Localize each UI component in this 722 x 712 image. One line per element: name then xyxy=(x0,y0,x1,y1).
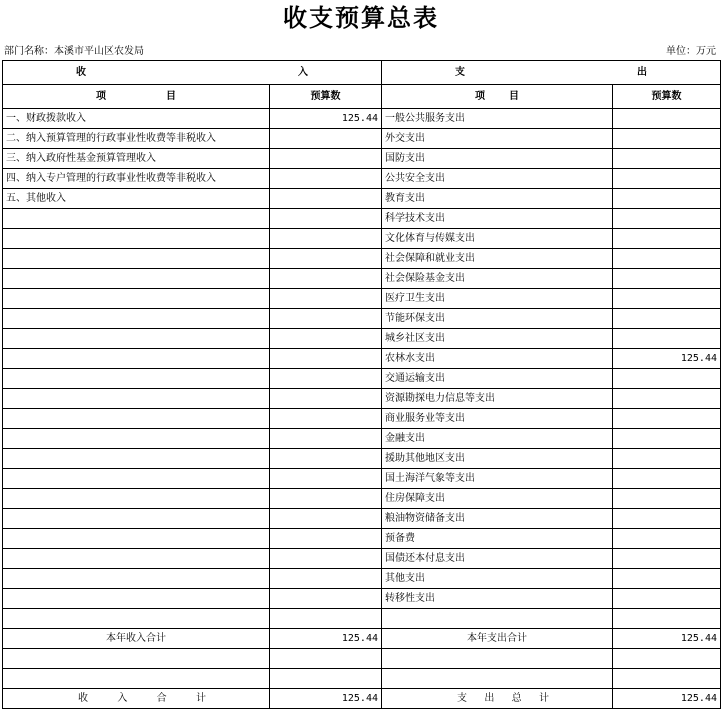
income-item xyxy=(3,569,270,589)
table-row xyxy=(3,349,721,369)
income-value xyxy=(270,549,382,569)
income-item xyxy=(3,209,270,229)
income-value xyxy=(270,129,382,149)
income-value xyxy=(270,209,382,229)
expense-value xyxy=(613,209,721,229)
income-value xyxy=(270,469,382,489)
blank-cell xyxy=(613,609,721,629)
blank-cell xyxy=(3,649,270,669)
table-row xyxy=(3,529,721,549)
expense-item: 外交支出 xyxy=(382,129,613,149)
expense-value xyxy=(613,149,721,169)
income-value xyxy=(270,489,382,509)
income-item xyxy=(3,529,270,549)
income-item xyxy=(3,509,270,529)
income-item xyxy=(3,249,270,269)
income-item xyxy=(3,409,270,429)
table-row xyxy=(3,509,721,529)
expense-item: 国防支出 xyxy=(382,149,613,169)
expense-item: 其他支出 xyxy=(382,569,613,589)
income-value xyxy=(270,249,382,269)
total-char: 计 xyxy=(538,693,549,704)
expense-value xyxy=(613,229,721,249)
expense-item: 转移性支出 xyxy=(382,589,613,609)
expense-item: 文化体育与传媒支出 xyxy=(382,229,613,249)
blank-cell xyxy=(613,669,721,689)
expense-value xyxy=(613,449,721,469)
blank-cell xyxy=(3,609,270,629)
blank-row xyxy=(3,649,721,669)
table-row xyxy=(3,229,721,249)
income-item xyxy=(3,449,270,469)
expense-item: 预备费 xyxy=(382,529,613,549)
income-item-header: 项 目 xyxy=(3,85,270,109)
blank-row xyxy=(3,669,721,689)
grand-expense-total-value: 125.44 xyxy=(613,689,721,709)
table-row xyxy=(3,129,721,149)
expense-value xyxy=(613,469,721,489)
income-value xyxy=(270,329,382,349)
expense-item: 粮油物资储备支出 xyxy=(382,509,613,529)
income-value xyxy=(270,569,382,589)
expense-item: 社会保险基金支出 xyxy=(382,269,613,289)
expense-value xyxy=(613,489,721,509)
expense-value xyxy=(613,409,721,429)
blank-cell xyxy=(613,649,721,669)
table-row xyxy=(3,489,721,509)
expense-value xyxy=(613,309,721,329)
page-title: 收支预算总表 xyxy=(283,3,439,32)
blank-cell xyxy=(382,649,613,669)
blank-cell xyxy=(3,669,270,689)
income-value xyxy=(270,349,382,369)
income-section-header: 收 入 xyxy=(3,61,382,85)
table-row xyxy=(3,429,721,449)
table-row xyxy=(3,329,721,349)
expense-item: 公共安全支出 xyxy=(382,169,613,189)
income-item xyxy=(3,349,270,369)
expense-value xyxy=(613,329,721,349)
table-row xyxy=(3,289,721,309)
department-name: 部门名称：本溪市平山区农发局 xyxy=(4,46,144,57)
table-row xyxy=(3,569,721,589)
expense-item: 国债还本付息支出 xyxy=(382,549,613,569)
income-value xyxy=(270,429,382,449)
income-value xyxy=(270,369,382,389)
expense-value xyxy=(613,589,721,609)
expense-item: 节能环保支出 xyxy=(382,309,613,329)
expense-item: 援助其他地区支出 xyxy=(382,449,613,469)
income-item: 一、财政拨款收入 xyxy=(3,109,270,129)
expense-item: 交通运输支出 xyxy=(382,369,613,389)
expense-item: 国土海洋气象等支出 xyxy=(382,469,613,489)
header-row-columns xyxy=(3,85,721,109)
blank-cell xyxy=(270,649,382,669)
total-char: 支 xyxy=(457,693,467,704)
table-row xyxy=(3,589,721,609)
expense-value xyxy=(613,569,721,589)
income-value xyxy=(270,509,382,529)
income-item: 二、纳入预算管理的行政事业性收费等非税收入 xyxy=(3,129,270,149)
expense-value xyxy=(613,369,721,389)
total-char: 合 xyxy=(156,693,167,704)
income-value xyxy=(270,529,382,549)
income-item xyxy=(3,329,270,349)
total-char: 出 xyxy=(484,693,495,704)
income-item: 三、纳入政府性基金预算管理收入 xyxy=(3,149,270,169)
grand-income-total-label xyxy=(3,689,270,709)
income-value xyxy=(270,269,382,289)
expense-item: 一般公共服务支出 xyxy=(382,109,613,129)
income-item xyxy=(3,489,270,509)
budget-table xyxy=(2,60,721,709)
table-row xyxy=(3,369,721,389)
table-row xyxy=(3,389,721,409)
expense-value xyxy=(613,129,721,149)
income-item xyxy=(3,389,270,409)
income-value xyxy=(270,229,382,249)
blank-row xyxy=(3,609,721,629)
expense-value xyxy=(613,269,721,289)
total-char: 总 xyxy=(511,693,522,704)
expense-value xyxy=(613,549,721,569)
income-value xyxy=(270,189,382,209)
expense-value xyxy=(613,169,721,189)
income-item xyxy=(3,469,270,489)
income-value xyxy=(270,289,382,309)
year-total-row xyxy=(3,629,721,649)
expense-value xyxy=(613,189,721,209)
expense-value: 125.44 xyxy=(613,349,721,369)
expense-value xyxy=(613,109,721,129)
year-expense-total-value: 125.44 xyxy=(613,629,721,649)
income-item xyxy=(3,289,270,309)
expense-item: 住房保障支出 xyxy=(382,489,613,509)
blank-cell xyxy=(382,609,613,629)
expense-value xyxy=(613,249,721,269)
income-value xyxy=(270,309,382,329)
income-item xyxy=(3,229,270,249)
expense-item: 教育支出 xyxy=(382,189,613,209)
expense-value xyxy=(613,389,721,409)
total-char: 收 xyxy=(78,693,88,704)
expense-budget-header: 预算数 xyxy=(613,85,721,109)
income-value xyxy=(270,169,382,189)
grand-income-total-value: 125.44 xyxy=(270,689,382,709)
income-item xyxy=(3,589,270,609)
grand-total-row xyxy=(3,689,721,709)
blank-cell xyxy=(270,609,382,629)
expense-item: 商业服务业等支出 xyxy=(382,409,613,429)
table-row xyxy=(3,209,721,229)
header-row-section xyxy=(3,61,721,85)
income-item: 四、纳入专户管理的行政事业性收费等非税收入 xyxy=(3,169,270,189)
expense-value xyxy=(613,429,721,449)
year-expense-total-label: 本年支出合计 xyxy=(382,629,613,649)
grand-expense-total-label xyxy=(382,689,613,709)
income-item xyxy=(3,549,270,569)
income-value xyxy=(270,389,382,409)
income-value xyxy=(270,149,382,169)
table-row xyxy=(3,269,721,289)
table-row xyxy=(3,449,721,469)
income-item xyxy=(3,309,270,329)
unit-label: 单位：万元 xyxy=(666,46,716,57)
year-income-total-value: 125.44 xyxy=(270,629,382,649)
expense-item: 城乡社区支出 xyxy=(382,329,613,349)
income-item xyxy=(3,369,270,389)
year-income-total-label: 本年收入合计 xyxy=(3,629,270,649)
expense-item: 金融支出 xyxy=(382,429,613,449)
income-value xyxy=(270,409,382,429)
expense-item: 资源勘探电力信息等支出 xyxy=(382,389,613,409)
table-row xyxy=(3,149,721,169)
table-row xyxy=(3,109,721,129)
table-row xyxy=(3,549,721,569)
table-row xyxy=(3,189,721,209)
table-row xyxy=(3,169,721,189)
income-value xyxy=(270,589,382,609)
income-item xyxy=(3,269,270,289)
expense-section-header: 支 出 xyxy=(382,61,721,85)
income-value xyxy=(270,449,382,469)
income-budget-header: 预算数 xyxy=(270,85,382,109)
income-item: 五、其他收入 xyxy=(3,189,270,209)
income-value: 125.44 xyxy=(270,109,382,129)
table-row xyxy=(3,249,721,269)
expense-value xyxy=(613,529,721,549)
expense-item: 农林水支出 xyxy=(382,349,613,369)
total-char: 计 xyxy=(195,693,206,704)
table-row xyxy=(3,469,721,489)
expense-item: 医疗卫生支出 xyxy=(382,289,613,309)
expense-value xyxy=(613,289,721,309)
expense-value xyxy=(613,509,721,529)
expense-item-header: 项 目 xyxy=(382,85,613,109)
expense-item: 科学技术支出 xyxy=(382,209,613,229)
total-char: 入 xyxy=(117,693,128,704)
blank-cell xyxy=(382,669,613,689)
expense-item: 社会保障和就业支出 xyxy=(382,249,613,269)
table-row xyxy=(3,409,721,429)
table-row xyxy=(3,309,721,329)
income-item xyxy=(3,429,270,449)
blank-cell xyxy=(270,669,382,689)
